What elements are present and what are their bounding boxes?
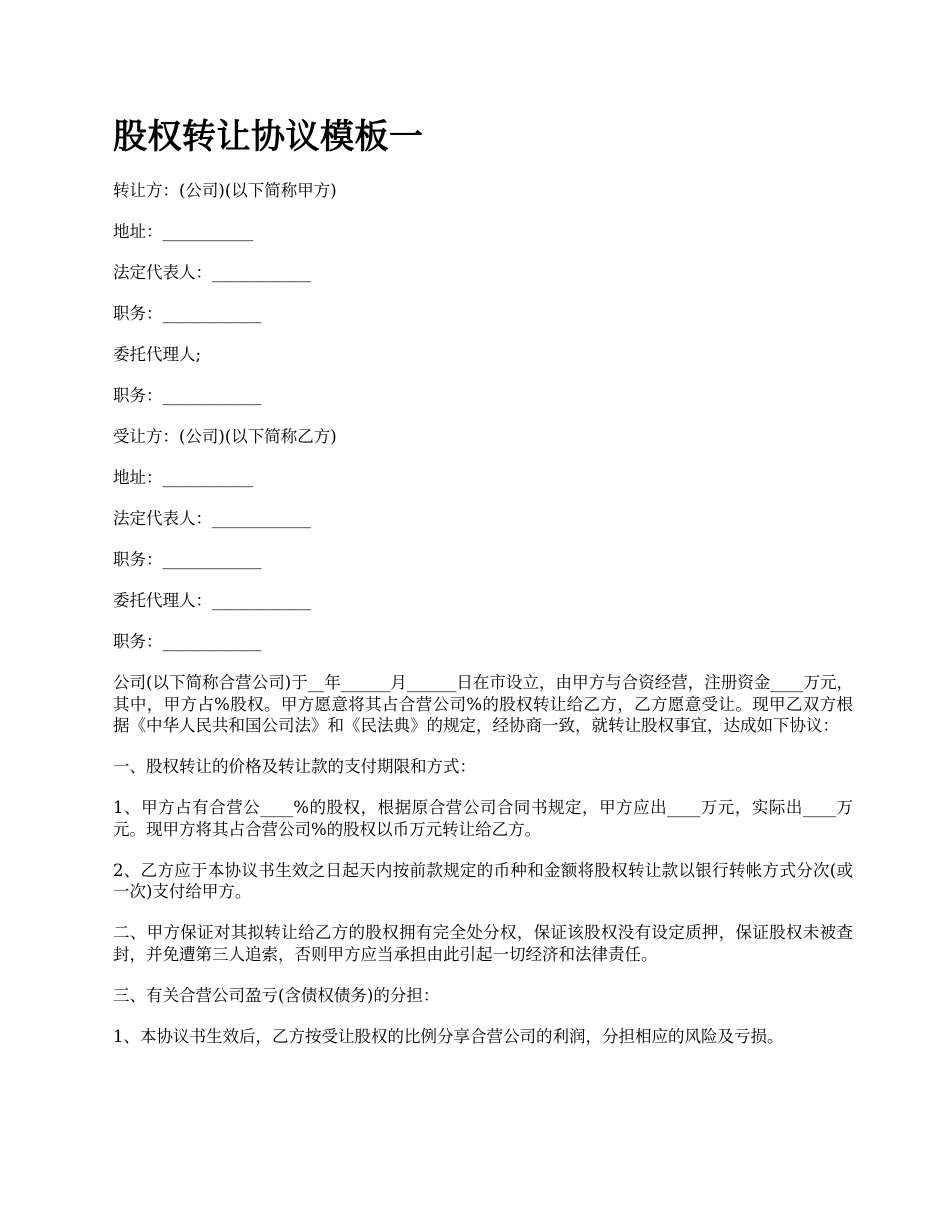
intro-paragraph: 公司(以下简称合营公司)于__年______月______日在市设立，由甲方与合资经营，注册资金____万元，其中，甲方占%股权。甲方愿意将其占合营公司%的股权转让给乙方，乙方愿意受让。现甲乙双方根据《中华人民共和国公司法》和《民法典》的规定，经协商一致，就转让股权事宜，达成如下协议：	[113, 673, 853, 735]
transferee-line: 受让方：(公司)(以下简称乙方)	[113, 427, 337, 446]
document-title: 股权转让协议模板一	[113, 117, 424, 157]
transferor-agent-position-field: 职务：____________	[113, 386, 262, 405]
transferee-agent-field: 委托代理人：____________	[113, 591, 311, 610]
document-page	[113, 114, 853, 1067]
transferor-address-field: 地址：___________	[113, 222, 254, 241]
section-heading-price-payment: 一、股权转让的价格及转让款的支付期限和方式：	[113, 757, 476, 776]
transferor-legal-rep-field: 法定代表人：____________	[113, 263, 311, 282]
party-a-section	[113, 180, 853, 407]
transferor-position-field: 职务：____________	[113, 304, 262, 323]
clause-3-1: 1、本协议书生效后，乙方按受让股权的比例分享合营公司的利润，分担相应的风险及亏损。	[113, 1026, 784, 1046]
transferee-position-field: 职务：____________	[113, 550, 262, 569]
transferor-line: 转让方：(公司)(以下简称甲方)	[113, 181, 337, 200]
transferor-agent-field: 委托代理人;	[113, 345, 202, 364]
agreement-body	[113, 672, 853, 1047]
clause-1-2: 2、乙方应于本协议书生效之日起天内按前款规定的币种和金额将股权转让款以银行转帐方式分次(或一次)支付给甲方。	[113, 860, 853, 901]
transferee-legal-rep-field: 法定代表人：____________	[113, 509, 311, 528]
transferee-agent-position-field: 职务：____________	[113, 632, 262, 651]
transferee-address-field: 地址：___________	[113, 468, 254, 487]
clause-1-1: 1、甲方占有合营公____%的股权，根据原合营公司合同书规定，甲方应出____万元，实际出____万元。现甲方将其占合营公司%的股权以币万元转让给乙方。	[113, 798, 853, 839]
party-b-section	[113, 426, 853, 653]
section-2-warranty: 二、甲方保证对其拟转让给乙方的股权拥有完全处分权，保证该股权没有设定质押，保证股权未被查封，并免遭第三人追索，否则甲方应当承担由此引起一切经济和法律责任。	[113, 923, 853, 964]
section-heading-profit-loss: 三、有关合营公司盈亏(含债权债务)的分担：	[113, 985, 440, 1005]
